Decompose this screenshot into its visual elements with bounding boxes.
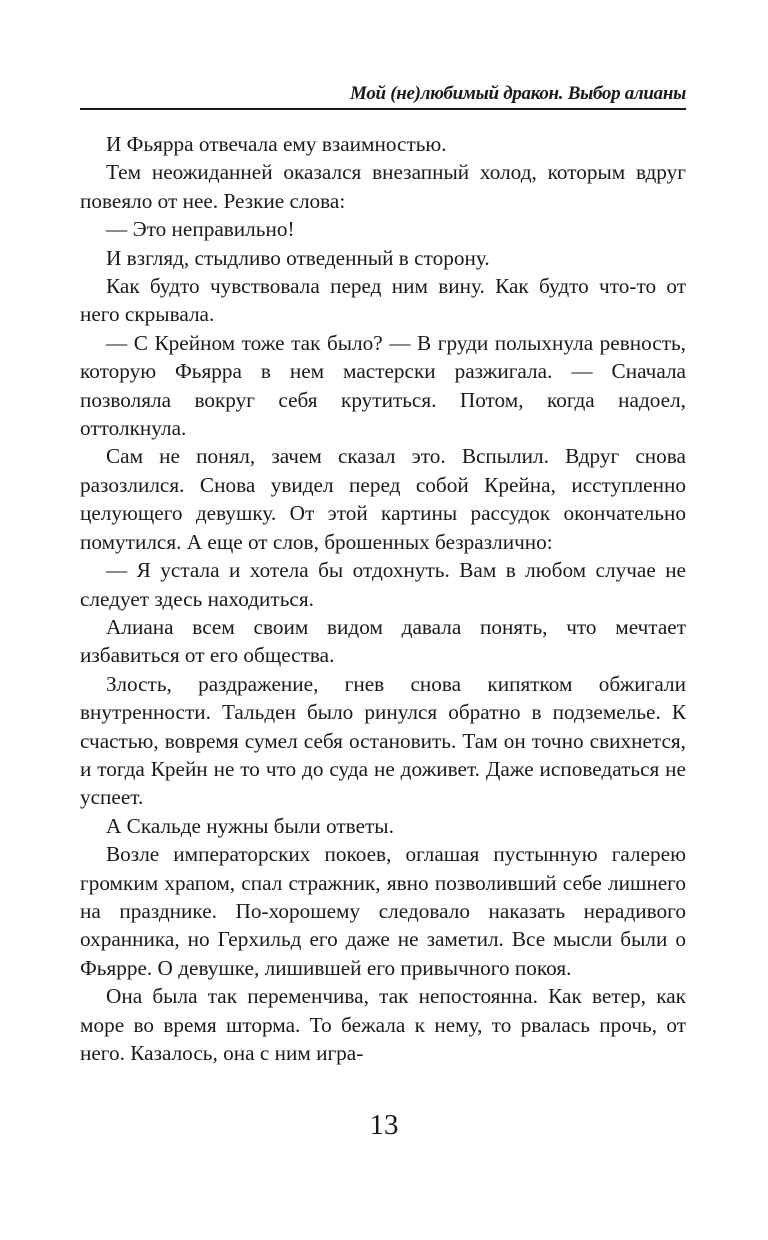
body-text — [80, 130, 686, 1067]
paragraph: Тем неожиданней оказался внезапный холод, которым вдруг повеяло от нее. Резкие слова: — [80, 160, 686, 213]
page-number: 13 — [369, 1109, 399, 1141]
paragraph: И Фьярра отвечала ему взаимностью. — [106, 132, 447, 156]
running-head: Мой (не)любимый дракон. Выбор алианы — [80, 80, 686, 110]
paragraph: Возле императорских покоев, оглашая пустынную галерею громким храпом, спал стражник, явно позволивший себе лишнего на празднике. По-хорошему следовало наказать нерадивого охранника, но Герхильд его даже не заметил. Все мысли были о Фьярре. О девушке, лишившей его привычного покоя. — [80, 842, 686, 980]
paragraph: А Скальде нужны были ответы. — [106, 813, 394, 838]
paragraph: И взгляд, стыдливо отведенный в сторону. — [106, 245, 490, 270]
paragraph: Она была так переменчива, так непостоянна. Как ветер, как море во время шторма. То бежала к нему, то рвалась прочь, от него. Казалось, она с ним игра- — [80, 984, 686, 1065]
paragraph: Злость, раздражение, гнев снова кипятком обжигали внутренности. Тальден было ринулся обратно в подземелье. К счастью, вовремя сумел себя остановить. Там он точно свихнется, и тогда Крейн не то что до суда не доживет. Даже исповедаться не успеет. — [80, 671, 686, 810]
paragraph: — С Крейном тоже так было? — В груди полыхнула ревность, которую Фьярра в нем мастерски разжигала. — Сначала позволяла вокруг себя крутиться. Потом, когда надоел, оттолкнула. — [80, 330, 686, 441]
paragraph: Алиана всем своим видом давала понять, что мечтает избавиться от его общества. — [80, 614, 686, 668]
paragraph: Сам не понял, зачем сказал это. Вспылил. Вдруг снова разозлился. Снова увидел перед собой Крейна, исступленно целующего девушку. От этой картины рассудок окончательно помутился. А еще от слов, брошенных безразлично: — [80, 444, 686, 554]
paragraph: — Это неправильно! — [106, 217, 295, 242]
paragraph: Как будто чувствовала перед ним вину. Как будто что-то от него скрывала. — [80, 274, 686, 327]
paragraph: — Я устала и хотела бы отдохнуть. Вам в любом случае не следует здесь находиться. — [80, 558, 686, 611]
